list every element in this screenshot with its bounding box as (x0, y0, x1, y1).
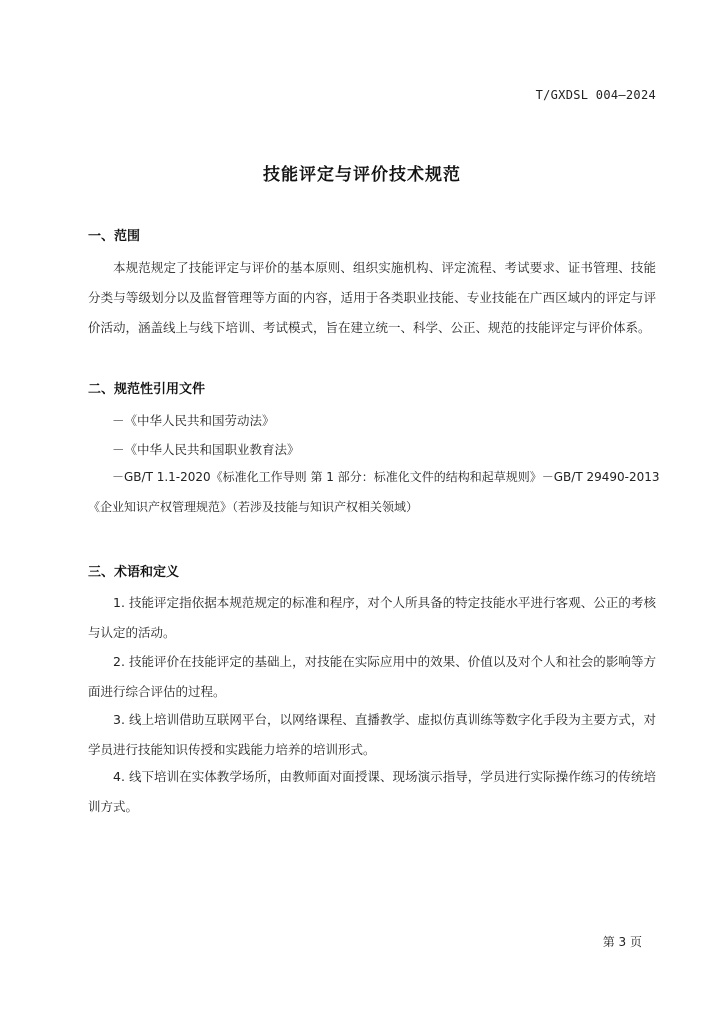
reference-combined (88, 462, 660, 522)
page-number: 第 3 页 (602, 935, 642, 949)
term-item: 1. 技能评定指依据本规范规定的标准和程序，对个人所具备的特定技能水平进行客观、公正的考核与认定的活动。 (88, 595, 656, 640)
reference-combined-line-2: 《企业知识产权管理规范》（若涉及技能与知识产权相关领域） (88, 500, 419, 514)
term-item: 4. 线下培训在实体教学场所，由教师面对面授课、现场演示指导，学员进行实际操作练习的传统培训方式。 (88, 769, 656, 814)
reference-combined-line-1: －GB/T 1.1-2020《标准化工作导则 第 1 部分：标准化文件的结构和起草规则》－GB/T 29490-2013 (112, 470, 660, 484)
document-title: 技能评定与评价技术规范 (263, 165, 461, 185)
section-heading-scope: 一、范围 (88, 229, 141, 244)
section-heading-terms: 三、术语和定义 (88, 565, 180, 580)
reference-item: －《中华人民共和国劳动法》 (112, 413, 275, 428)
section-heading-references: 二、规范性引用文件 (88, 382, 206, 397)
reference-item: －《中华人民共和国职业教育法》 (112, 442, 300, 457)
term-item: 3. 线上培训借助互联网平台，以网络课程、直播教学、虚拟仿真训练等数字化手段为主要方式，对学员进行技能知识传授和实践能力培养的培训形式。 (88, 712, 656, 757)
document-code: T/GXDSL 004—2024 (535, 88, 656, 102)
scope-paragraph: 本规范规定了技能评定与评价的基本原则、组织实施机构、评定流程、考试要求、证书管理、技能分类与等级划分以及监督管理等方面的内容，适用于各类职业技能、专业技能在广西区域内的评定与评价活动，涵盖线上与线下培训、考试模式，旨在建立统一、科学、公正、规范的技能评定与评价体系。 (88, 260, 656, 335)
term-item: 2. 技能评价在技能评定的基础上，对技能在实际应用中的效果、价值以及对个人和社会的影响等方面进行综合评估的过程。 (88, 654, 656, 699)
